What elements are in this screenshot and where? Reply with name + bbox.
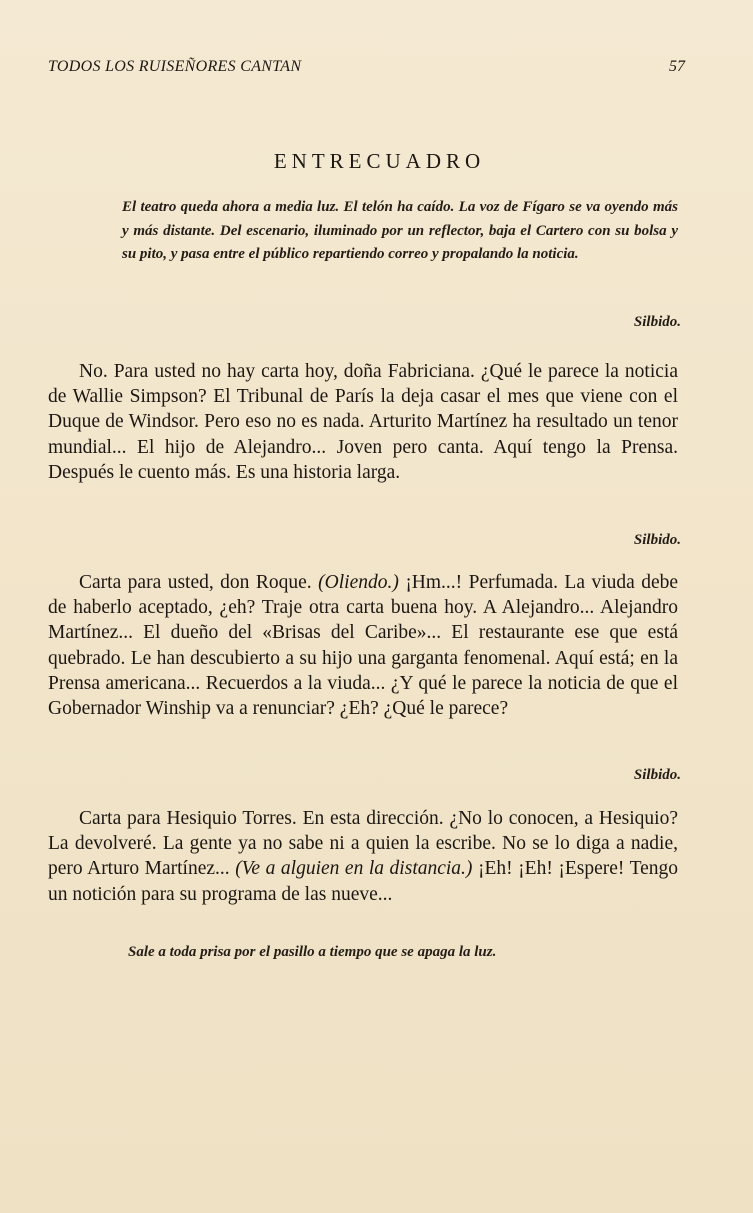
stage-direction-intro: El teatro queda ahora a media luz. El telón ha caído. La voz de Fígaro se va oyendo más y más distante. Del escenario, iluminado por un reflector, baja el Cartero con su bolsa y su pito, y pasa entre el público repartiendo correo y propalando la noticia.	[122, 199, 678, 262]
stage-aside: (Oliendo.)	[318, 572, 399, 593]
dialogue-text: ¡Hm...! Perfumada. La viuda debe de haberlo aceptado, ¿eh? Traje otra carta buena hoy. A Alejandro... Alejandro Martínez... El dueño del «Brisas del Caribe»... El restaurante ese que está quebrado. Le han descubierto a su hijo una garganta fenomenal. Aquí está; en la Prensa americana... Recuerdos a la viuda... ¿Y qué le parece la noticia de que el Gobernador Winship va a renunciar? ¿Eh? ¿Qué le parece?	[48, 572, 679, 720]
stage-cue-whistle: Silbido.	[633, 314, 681, 330]
dialogue-paragraph	[48, 570, 678, 721]
dialogue-paragraph	[48, 359, 678, 485]
running-head-title: TODOS LOS RUISEÑORES CANTAN	[48, 58, 302, 75]
stage-cue-whistle: Silbido.	[633, 767, 681, 783]
stage-cue-whistle: Silbido.	[633, 532, 681, 548]
stage-aside: (Ve a alguien en la distancia.)	[235, 858, 473, 880]
section-title: ENTRECUADRO	[273, 149, 486, 173]
dialogue-text: Carta para Hesiquio Torres. En esta dirección. ¿No lo conocen, a Hesiquio? La devolveré. La gente ya no sabe ni a quien la escribe. No se lo diga a nadie, pero Arturo Martínez...	[48, 808, 678, 880]
dialogue-text: Carta para usted, don Roque.	[79, 572, 312, 593]
page-number: 57	[669, 58, 685, 75]
dialogue-paragraph	[48, 806, 678, 907]
dialogue-text: No. Para usted no hay carta hoy, doña Fabriciana. ¿Qué le parece la noticia de Wallie Simpson? El Tribunal de París la deja casar el mes que viene con el Duque de Windsor. Pero eso no es nada. Arturito Martínez ha resultado un tenor mundial... El hijo de Alejandro... Joven pero canta. Aquí tengo la Prensa. Después le cuento más. Es una historia larga.	[48, 361, 678, 483]
stage-direction-exit: Sale a toda prisa por el pasillo a tiempo que se apaga la luz.	[128, 944, 497, 960]
dialogue-text: ¡Eh! ¡Eh! ¡Espere! Tengo un notición para su programa de las nueve...	[48, 858, 679, 905]
